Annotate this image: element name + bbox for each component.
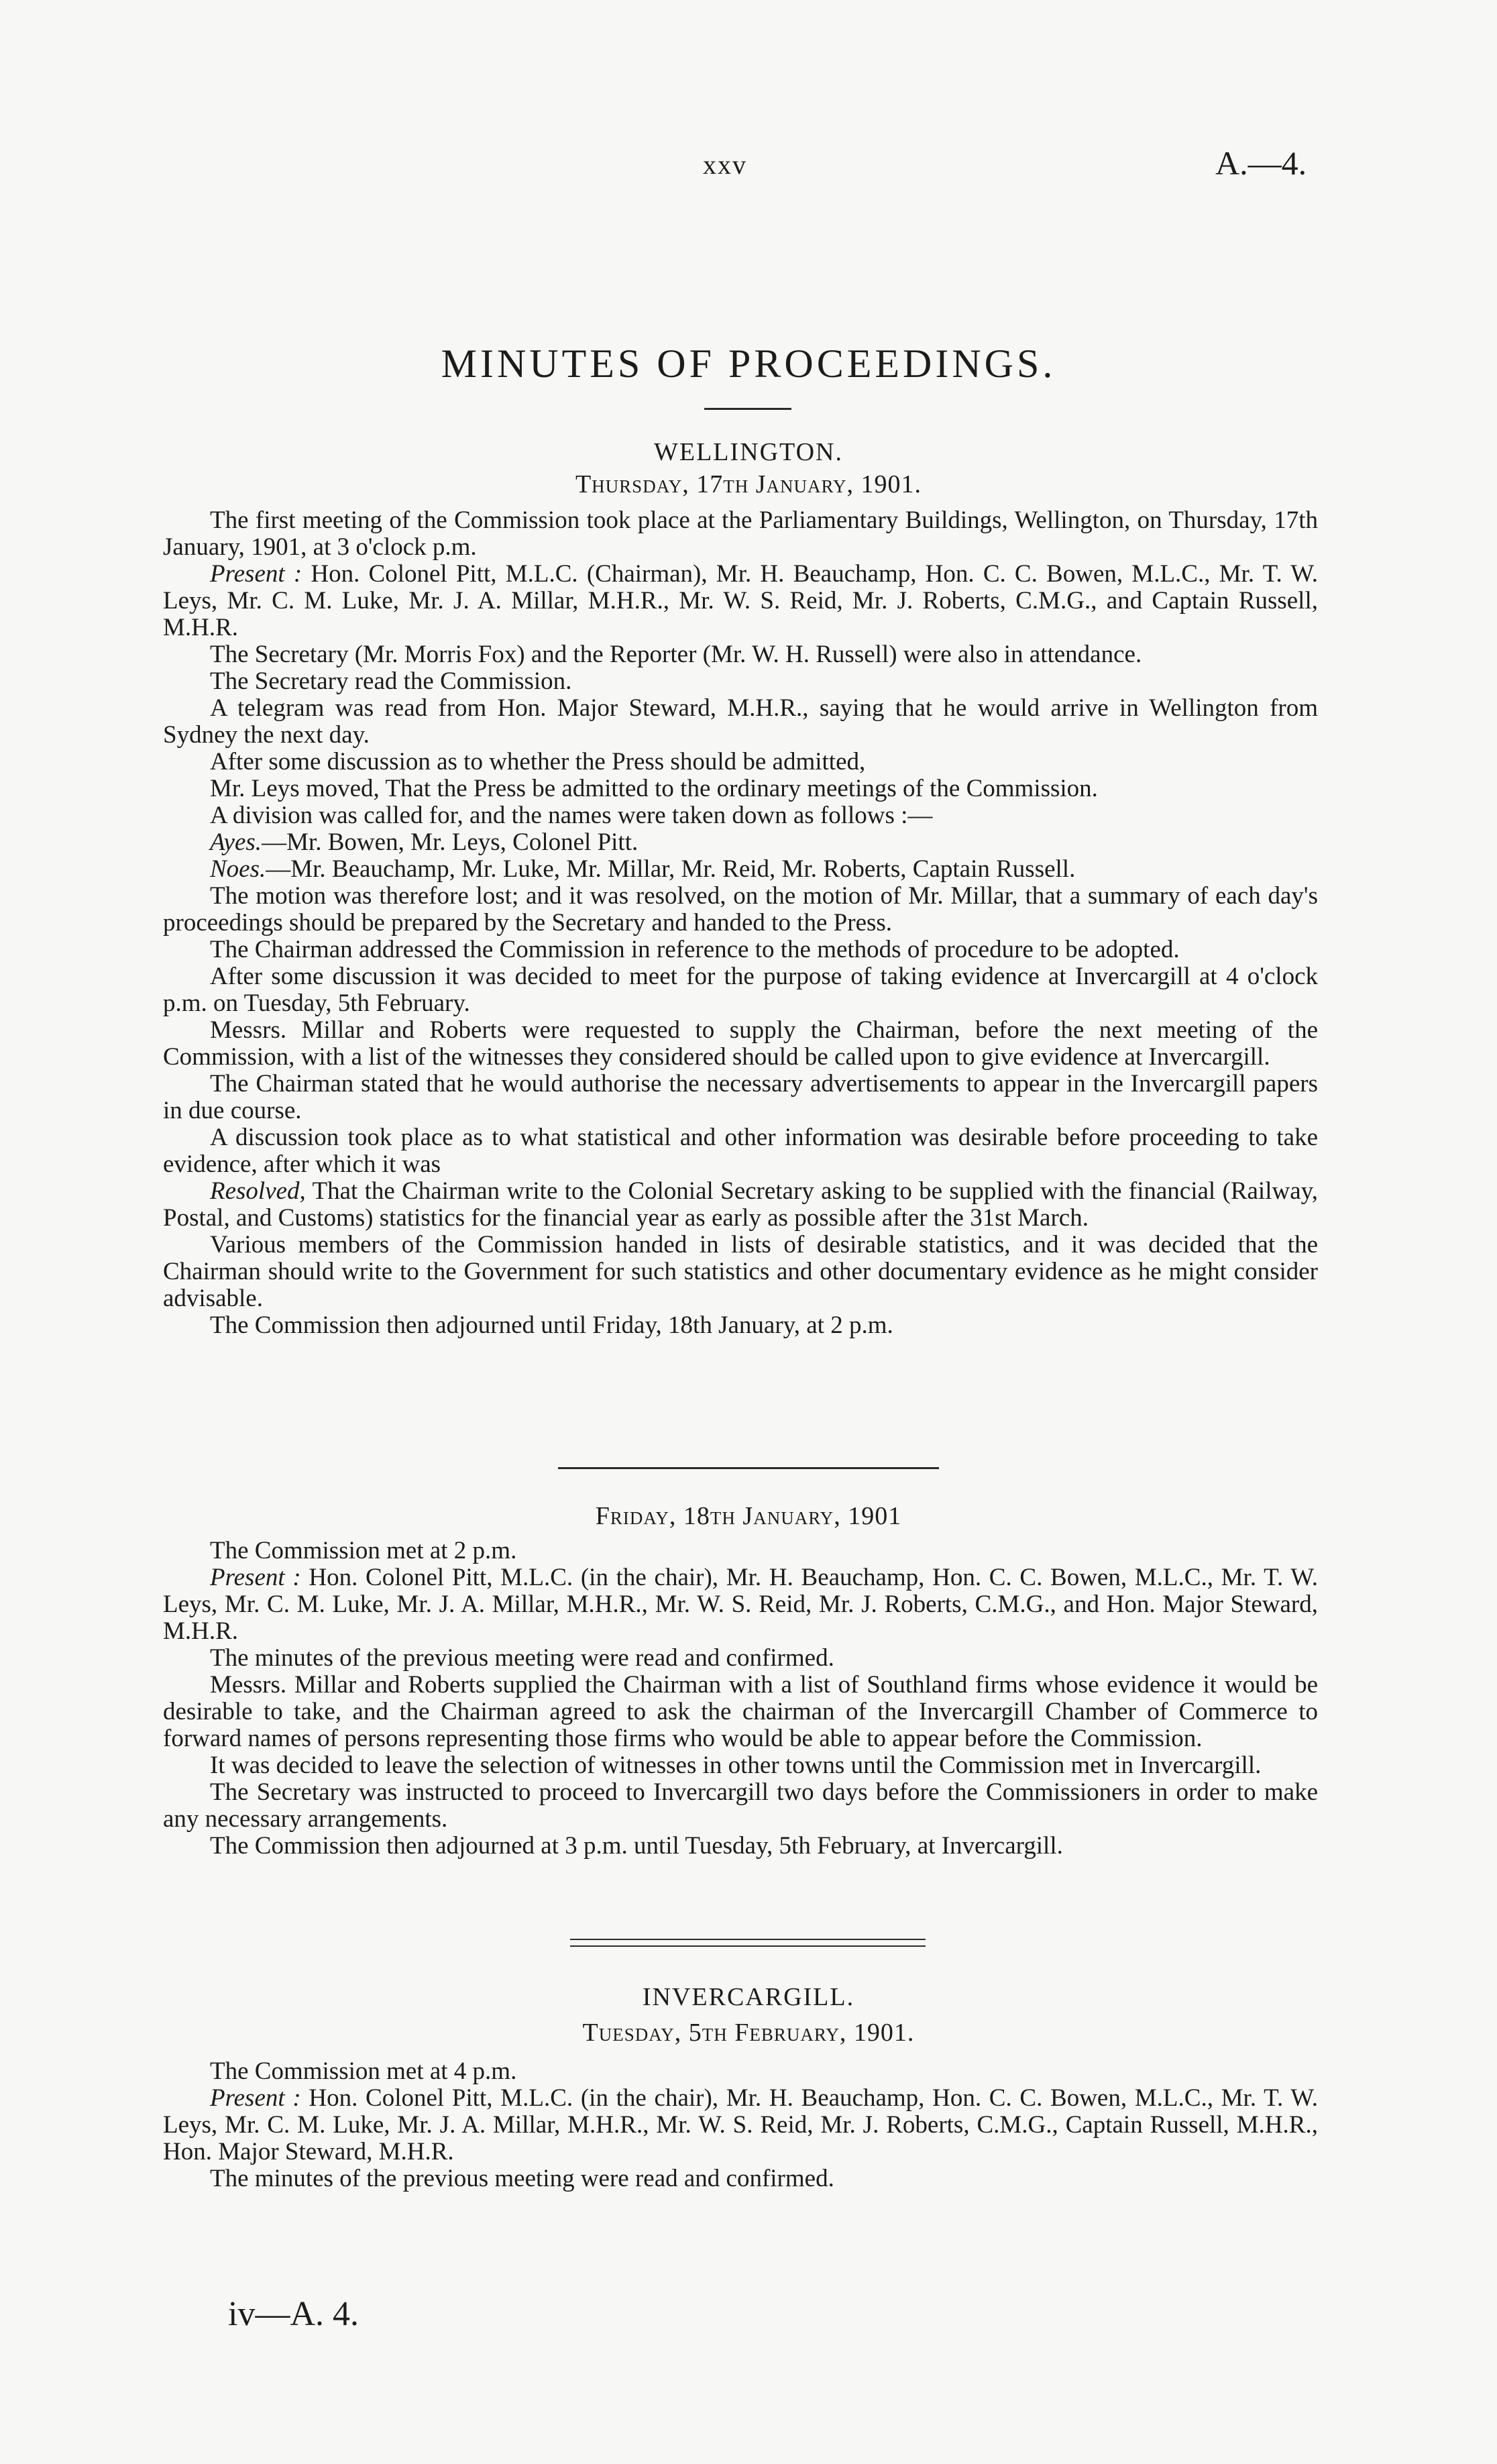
section-place-invercargill: INVERCARGILL. xyxy=(642,1983,855,2011)
paragraph: The minutes of the previous meeting were read and confirmed. xyxy=(210,1644,834,1672)
present-label: Present : xyxy=(210,560,302,588)
paragraph: The Secretary read the Commission. xyxy=(210,667,572,695)
resolved-label: Resolved, xyxy=(210,1177,306,1205)
paragraph: A discussion took place as to what statistical and other information was desirable before proceeding to take evidence, after which it was xyxy=(163,1124,1318,1178)
paragraph: The Secretary was instructed to proceed to Invercargill two days before the Commissioners in order to make any necessary arrangements. xyxy=(163,1778,1318,1833)
paragraph: A division was called for, and the names were taken down as follows :— xyxy=(210,802,933,829)
noes-list: Mr. Beauchamp, Mr. Luke, Mr. Millar, Mr. Reid, Mr. Roberts, Captain Russell. xyxy=(290,855,1076,883)
paragraph: The motion was therefore lost; and it was resolved, on the motion of Mr. Millar, that a summary of each day's proceedings should be prepared by the Secretary and handed to the Press. xyxy=(163,882,1318,936)
paragraph xyxy=(163,1178,1318,1232)
section-divider xyxy=(558,1467,939,1469)
section-body-invercargill xyxy=(163,2058,1318,2192)
paragraph: The Commission met at 2 p.m. xyxy=(210,1537,517,1564)
attendance-list: Hon. Colonel Pitt, M.L.C. (in the chair), Mr. H. Beauchamp, Hon. C. C. Bowen, M.L.C., Mr. T. W. Leys, Mr. C. M. Luke, Mr. J. A. Millar, M.H.R., Mr. W. S. Reid, Mr. J. Roberts, C.M.G., and Hon. Major Steward, M.H.R. xyxy=(163,1564,1318,1645)
paragraph: The Chairman stated that he would authorise the necessary advertisements to appear in the Invercargill papers in due course. xyxy=(163,1070,1318,1124)
ayes-list: Mr. Bowen, Mr. Leys, Colonel Pitt. xyxy=(286,828,639,856)
paragraph: Various members of the Commission handed in lists of desirable statistics, and it was decided that the Chairman should write to the Government for such statistics and other documentary evidence as he might consider advisable. xyxy=(163,1231,1318,1312)
title-rule xyxy=(704,408,791,410)
paragraph xyxy=(163,1564,1318,1645)
paragraph: The minutes of the previous meeting were read and confirmed. xyxy=(210,2165,834,2192)
attendance-list: Hon. Colonel Pitt, M.L.C. (in the chair), Mr. H. Beauchamp, Hon. C. C. Bowen, M.L.C., Mr. T. W. Leys, Mr. C. M. Luke, Mr. J. A. Millar, M.H.R., Mr. W. S. Reid, Mr. J. Roberts, C.M.G., Captain Russell, M.H.R., Hon. Major Steward, M.H.R. xyxy=(163,2084,1318,2165)
paragraph: The first meeting of the Commission took place at the Parliamentary Buildings, Wellington, on Thursday, 17th January, 1901, at 3 o'clock p.m. xyxy=(163,506,1318,561)
ayes-label: Ayes. xyxy=(210,828,262,856)
paragraph: The Secretary (Mr. Morris Fox) and the Reporter (Mr. W. H. Russell) were also in attendance. xyxy=(210,641,1142,668)
paragraph: The Commission met at 4 p.m. xyxy=(210,2057,517,2085)
paragraph: The Commission then adjourned at 3 p.m. until Tuesday, 5th February, at Invercargill. xyxy=(210,1832,1063,1860)
paragraph: After some discussion it was decided to meet for the purpose of taking evidence at Invercargill at 4 o'clock p.m. on Tuesday, 5th February. xyxy=(163,963,1318,1017)
paragraph: Messrs. Millar and Roberts supplied the Chairman with a list of Southland firms whose evidence it would be desirable to take, and the Chairman agreed to ask the chairman of the Invercargill Chamber of Commerce to forward names of persons representing those firms who would be able to appear before the Commission. xyxy=(163,1671,1318,1752)
section-place-wellington: WELLINGTON. xyxy=(654,438,843,466)
double-divider-top xyxy=(570,1939,926,1940)
attendance-list: Hon. Colonel Pitt, M.L.C. (Chairman), Mr. H. Beauchamp, Hon. C. C. Bowen, M.L.C., Mr. T. W. Leys, Mr. C. M. Luke, Mr. J. A. Millar, M.H.R., Mr. W. S. Reid, Mr. J. Roberts, C.M.G., and Captain Russell, M.H.R. xyxy=(163,560,1319,641)
present-label: Present : xyxy=(210,1564,301,1591)
paragraph: Mr. Leys moved, That the Press be admitted to the ordinary meetings of the Commission. xyxy=(210,775,1098,802)
section-date-thursday: Thursday, 17th January, 1901. xyxy=(575,470,922,498)
signature-mark: iv—A. 4. xyxy=(228,2295,359,2333)
paragraph xyxy=(163,561,1318,641)
page-title: MINUTES OF PROCEEDINGS. xyxy=(441,341,1056,386)
section-date-friday: Friday, 18th January, 1901 xyxy=(595,1502,902,1530)
page-number: xxv xyxy=(703,150,747,180)
paragraph: Noes.—Mr. Beauchamp, Mr. Luke, Mr. Millar, Mr. Reid, Mr. Roberts, Captain Russell. xyxy=(210,855,1076,883)
paragraph: A telegram was read from Hon. Major Steward, M.H.R., saying that he would arrive in Wellington from Sydney the next day. xyxy=(163,694,1318,749)
section-body-friday xyxy=(163,1538,1318,1860)
paragraph: Messrs. Millar and Roberts were requested to supply the Chairman, before the next meeting of the Commission, with a list of the witnesses they considered should be called upon to give evidence at Invercargill. xyxy=(163,1016,1318,1071)
paragraph: The Chairman addressed the Commission in reference to the methods of procedure to be adopted. xyxy=(210,936,1180,963)
noes-label: Noes. xyxy=(210,855,266,883)
paragraph: The Commission then adjourned until Friday, 18th January, at 2 p.m. xyxy=(210,1311,893,1339)
paragraph xyxy=(163,2085,1318,2165)
section-date-tuesday: Tuesday, 5th February, 1901. xyxy=(582,2019,915,2047)
resolution-text: That the Chairman write to the Colonial Secretary asking to be supplied with the financial (Railway, Postal, and Customs) statistics for the financial year as early as possible after the 31st March. xyxy=(163,1177,1318,1232)
document-reference: A.—4. xyxy=(1215,144,1307,182)
section-body-wellington xyxy=(163,507,1318,1339)
paragraph: Ayes.—Mr. Bowen, Mr. Leys, Colonel Pitt. xyxy=(210,828,639,856)
double-divider-bottom xyxy=(570,1945,926,1947)
present-label: Present : xyxy=(210,2084,301,2112)
paragraph: After some discussion as to whether the Press should be admitted, xyxy=(210,748,866,775)
paragraph: It was decided to leave the selection of witnesses in other towns until the Commission met in Invercargill. xyxy=(210,1752,1262,1779)
